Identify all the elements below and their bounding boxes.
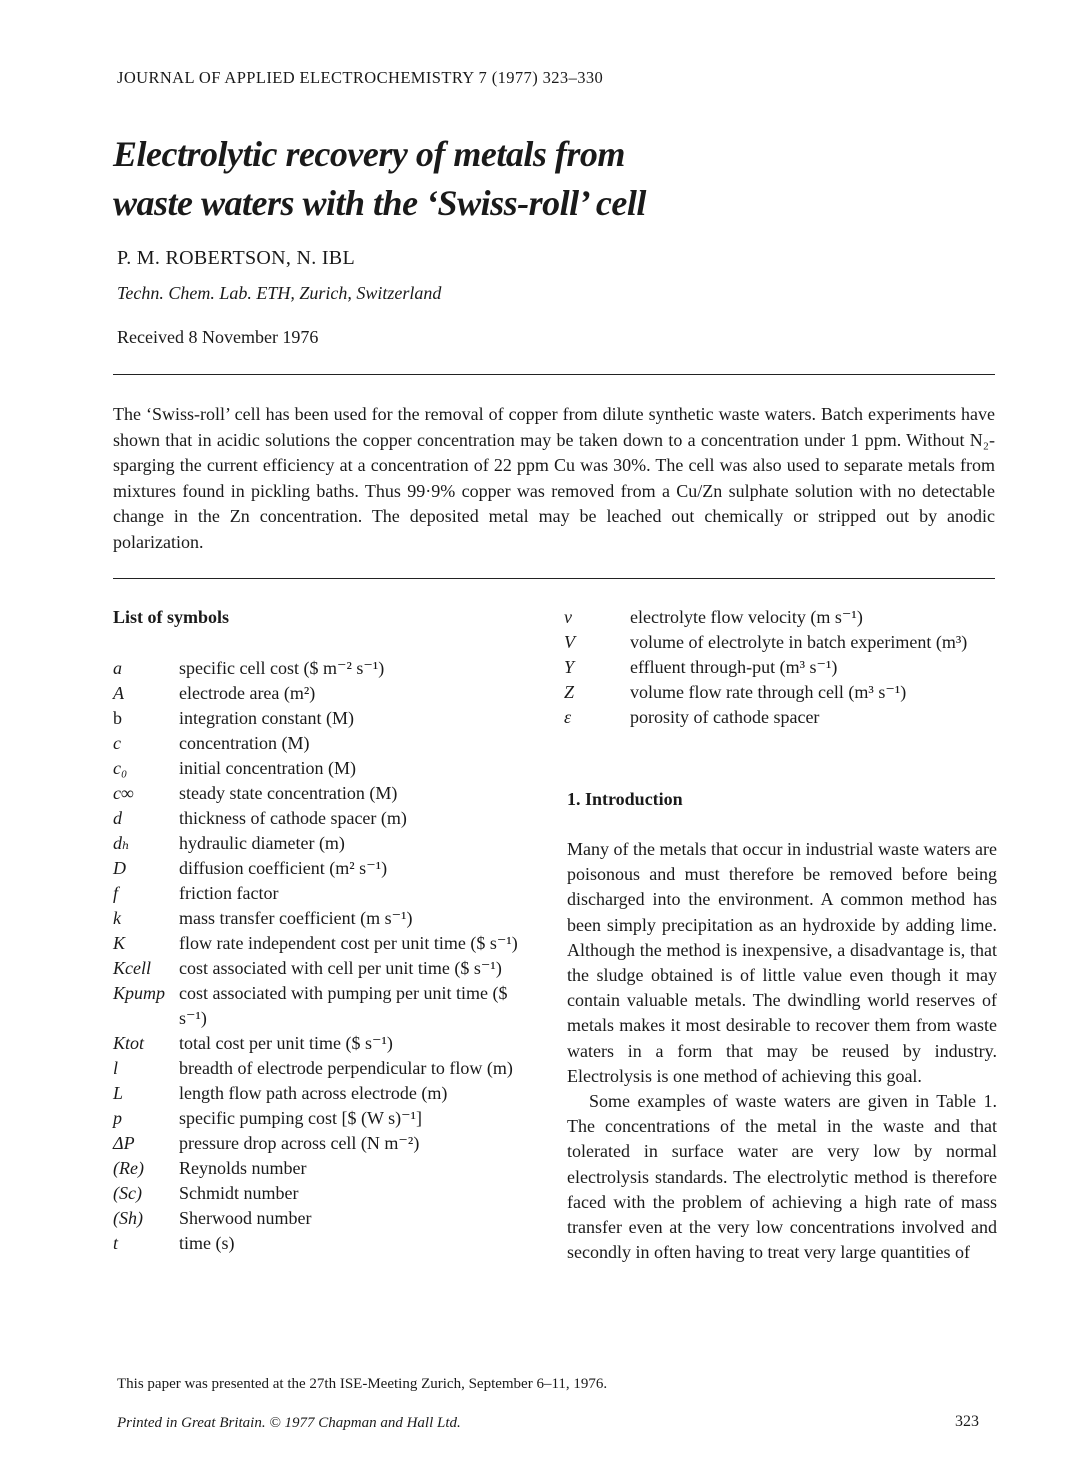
- symbol-key: p: [113, 1108, 122, 1128]
- symbol-row: [113, 706, 533, 731]
- symbol-desc: time (s): [179, 1233, 235, 1253]
- symbol-key: f: [113, 883, 119, 903]
- symbol-row: [113, 1231, 533, 1256]
- symbol-key: d: [113, 808, 122, 828]
- symbol-row: [113, 981, 533, 1031]
- symbol-row: [113, 931, 533, 956]
- symbol-key: (Sh): [113, 1208, 143, 1228]
- symbol-desc: effluent through-put (m³ s⁻¹): [630, 657, 838, 677]
- symbol-row: [564, 680, 994, 705]
- symbol-key: Kcell: [113, 958, 151, 978]
- symbol-key: ΔP: [113, 1133, 135, 1153]
- symbol-key: (Sc): [113, 1183, 142, 1203]
- bottom-divider: [113, 578, 995, 579]
- symbol-desc: volume flow rate through cell (m³ s⁻¹): [630, 682, 907, 702]
- abstract: [113, 402, 995, 556]
- symbol-row: [113, 1206, 533, 1231]
- symbol-desc: initial concentration (M): [179, 758, 356, 778]
- symbol-key: k: [113, 908, 121, 928]
- symbol-row: [113, 881, 533, 906]
- symbol-desc: breadth of electrode perpendicular to flow (m): [179, 1058, 513, 1078]
- section-heading-introduction: 1. Introduction: [567, 789, 683, 809]
- abstract-text: The ‘Swiss-roll’ cell has been used for the removal of copper from dilute synthetic waste waters. Batch experiments have shown that in acidic solutions the copper concentration may be taken down to a concentration under 1 ppm. Without N₂-sparging the current efficiency at a concentration of 22 ppm Cu was 30%. The cell was also used to separate metals from mixtures found in pickling baths. Thus 99·9% copper was removed from a Cu/Zn sulphate solution with no detectable change in the Zn concentration. The deposited metal may be leached out chemically or stripped out by anodic polarization.: [113, 404, 995, 552]
- symbol-desc: diffusion coefficient (m² s⁻¹): [179, 858, 388, 878]
- symbol-desc: Reynolds number: [179, 1158, 307, 1178]
- symbol-key: A: [113, 683, 124, 703]
- symbol-key: t: [113, 1233, 119, 1253]
- symbol-row: [113, 781, 533, 806]
- symbol-key: v: [564, 607, 572, 627]
- symbol-desc: integration constant (M): [179, 708, 354, 728]
- symbol-key: dₕ: [113, 833, 130, 853]
- symbol-row: [564, 630, 994, 655]
- symbol-desc: thickness of cathode spacer (m): [179, 808, 407, 828]
- symbol-desc: steady state concentration (M): [179, 783, 398, 803]
- symbol-row: [113, 756, 533, 781]
- paper-title: [113, 130, 646, 228]
- symbol-key: ε: [564, 707, 572, 727]
- symbol-key: K: [113, 933, 126, 953]
- symbol-desc: mass transfer coefficient (m s⁻¹): [179, 908, 413, 928]
- affiliation: Techn. Chem. Lab. ETH, Zurich, Switzerland: [117, 283, 442, 303]
- symbol-key: c₀: [113, 758, 128, 778]
- page-number: 323: [955, 1413, 979, 1430]
- symbol-row: [113, 1056, 533, 1081]
- received-date: Received 8 November 1976: [117, 327, 319, 347]
- symbol-key: b: [113, 708, 122, 728]
- symbol-row: [113, 806, 533, 831]
- symbol-desc: cost associated with cell per unit time ($ s⁻¹): [179, 958, 502, 978]
- symbol-row: [113, 956, 533, 981]
- title-line-2: waste waters with the ‘Swiss-roll’ cell: [113, 183, 646, 223]
- symbol-row: [564, 655, 994, 680]
- symbol-key: c∞: [113, 783, 134, 803]
- symbol-key: l: [113, 1058, 119, 1078]
- symbol-desc: pressure drop across cell (N m⁻²): [179, 1133, 420, 1153]
- symbol-key: Ktot: [113, 1033, 145, 1053]
- intro-paragraph-1: Many of the metals that occur in industrial waste waters are poisonous and must therefore be removed before being discharged into the environment. A common method has been simply precipitation as an hydroxide by adding lime. Although the method is inexpensive, a disadvantage is, that the sludge obtained is of little value even though it may contain valuable metals. The dwindling world reserves of metals makes it most desirable to recover them from waste waters in a form that may be reused by industry. Electrolysis is one method of achieving this goal.: [567, 839, 997, 1086]
- symbol-key: D: [113, 858, 126, 878]
- introduction-body: [567, 837, 997, 1265]
- symbol-key: Z: [564, 682, 575, 702]
- symbol-desc: Schmidt number: [179, 1183, 299, 1203]
- symbol-row: [113, 1156, 533, 1181]
- symbol-desc: porosity of cathode spacer: [630, 707, 820, 727]
- journal-header: JOURNAL OF APPLIED ELECTROCHEMISTRY 7 (1977) 323–330: [117, 68, 604, 87]
- symbol-desc: friction factor: [179, 883, 279, 903]
- footnote: This paper was presented at the 27th ISE-Meeting Zurich, September 6–11, 1976.: [117, 1376, 608, 1392]
- symbol-row: [113, 1081, 533, 1106]
- symbol-key: L: [113, 1083, 124, 1103]
- symbol-row: [113, 831, 533, 856]
- symbol-desc: total cost per unit time ($ s⁻¹): [179, 1033, 393, 1053]
- symbols-list-right: [564, 605, 994, 730]
- title-line-1: Electrolytic recovery of metals from: [113, 134, 625, 174]
- symbol-row: [113, 1181, 533, 1206]
- symbol-row: [113, 731, 533, 756]
- symbol-key: (Re): [113, 1158, 144, 1178]
- symbol-key: c: [113, 733, 121, 753]
- symbol-row: [564, 605, 994, 630]
- intro-paragraph-2: Some examples of waste waters are given in Table 1. The concentrations of the metal in the waste and that tolerated in surface water are very low by normal electrolysis standards. The electrolytic method is therefore faced with the problem of achieving a high rate of mass transfer even at the very low concentrations involved and secondly in often having to treat very large quantities of: [567, 1091, 997, 1263]
- symbol-row: [564, 705, 994, 730]
- symbol-key: Kpump: [113, 983, 166, 1003]
- symbol-desc: specific pumping cost [$ (W s)⁻¹]: [179, 1108, 423, 1128]
- symbol-row: [113, 1106, 533, 1131]
- symbol-desc: cost associated with pumping per unit time ($ s⁻¹): [179, 983, 508, 1028]
- symbol-key: V: [564, 632, 575, 652]
- symbol-desc: electrolyte flow velocity (m s⁻¹): [630, 607, 863, 627]
- symbols-heading: List of symbols: [113, 607, 230, 627]
- symbol-row: [113, 681, 533, 706]
- symbol-desc: concentration (M): [179, 733, 310, 753]
- symbol-row: [113, 1031, 533, 1056]
- symbol-row: [113, 656, 533, 681]
- symbol-desc: hydraulic diameter (m): [179, 833, 345, 853]
- top-divider: [113, 374, 995, 375]
- symbol-desc: electrode area (m²): [179, 683, 316, 703]
- symbol-desc: volume of electrolyte in batch experiment (m³): [630, 632, 968, 652]
- symbol-key: a: [113, 658, 122, 678]
- symbol-desc: flow rate independent cost per unit time ($ s⁻¹): [179, 933, 518, 953]
- symbol-desc: specific cell cost ($ m⁻² s⁻¹): [179, 658, 385, 678]
- symbol-desc: Sherwood number: [179, 1208, 312, 1228]
- symbol-key: Y: [564, 657, 575, 677]
- symbols-list-left: [113, 656, 533, 1256]
- symbol-row: [113, 856, 533, 881]
- printed-notice: Printed in Great Britain. © 1977 Chapman and Hall Ltd.: [117, 1415, 461, 1431]
- symbol-row: [113, 906, 533, 931]
- symbol-desc: length flow path across electrode (m): [179, 1083, 448, 1103]
- authors: P. M. ROBERTSON, N. IBL: [117, 247, 355, 269]
- symbol-row: [113, 1131, 533, 1156]
